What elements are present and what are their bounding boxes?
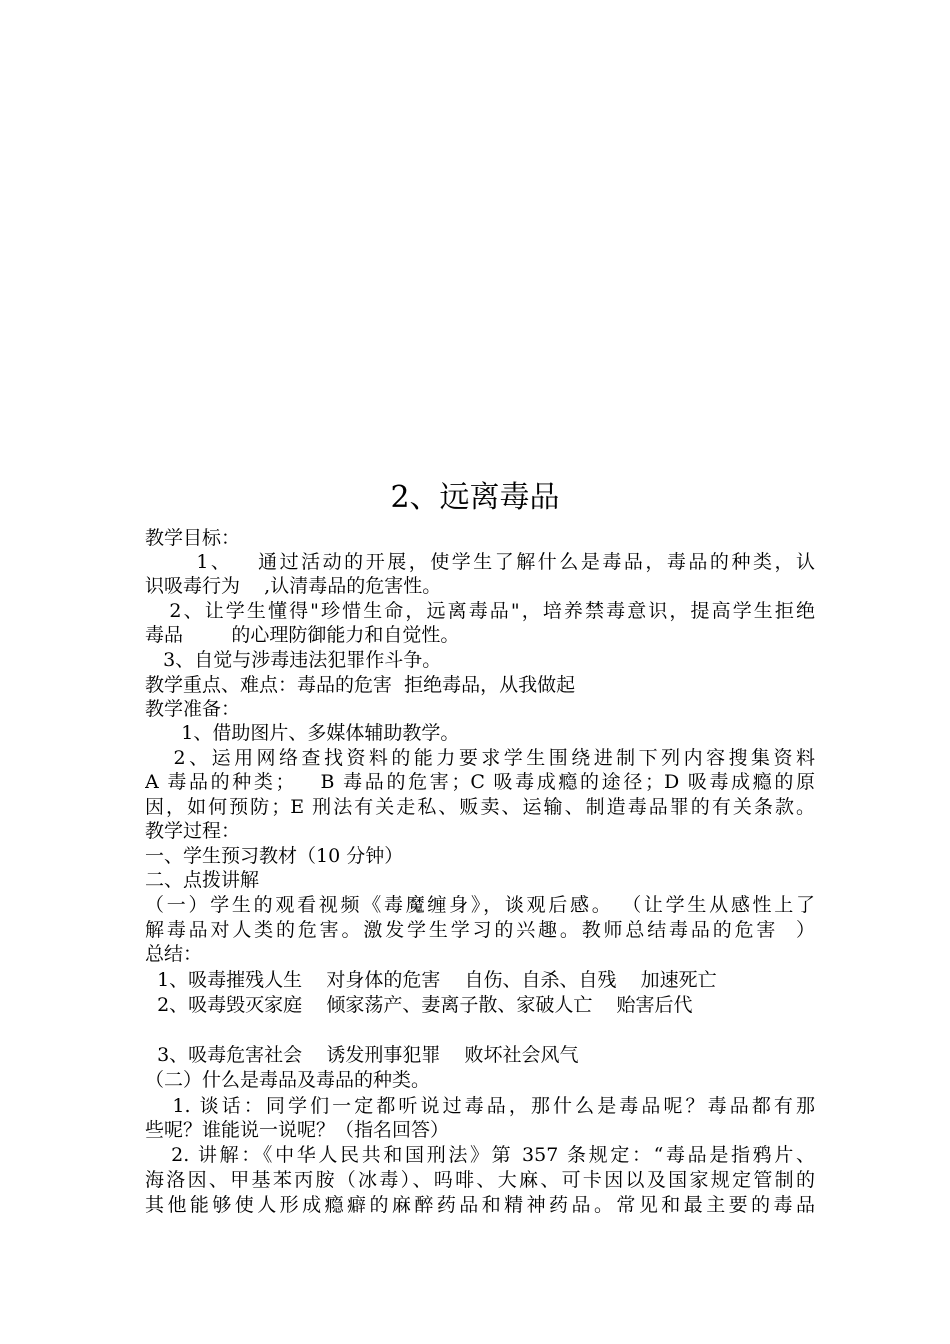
text-line: 毒品 的心理防御能力和自觉性。 (145, 624, 460, 646)
document-title: 2、远离毒品 (390, 480, 560, 515)
text-line: 解毒品对人类的危害。激发学生学习的兴趣。教师总结毒品的危害 ） (145, 919, 815, 941)
text-line: 3、自觉与涉毒违法犯罪作斗争。 (145, 649, 442, 671)
text-line: 教学重点、难点：毒品的危害 拒绝毒品，从我做起 (145, 674, 576, 696)
text-line: 2. 讲解：《中华人民共和国刑法》第 357 条规定：“毒品是指鸦片、 (145, 1144, 815, 1166)
text-line: 教学目标： (145, 527, 241, 549)
text-line: 1、 通过活动的开展，使学生了解什么是毒品，毒品的种类，认 (145, 551, 815, 573)
text-line: 2、运用网络查找资料的能力要求学生围绕进制下列内容搜集资料 (145, 747, 815, 769)
text-line: 海洛因、甲基苯丙胺（冰毒）、吗啡、大麻、可卡因以及国家规定管制的 (145, 1169, 815, 1191)
text-line: 1. 谈话：同学们一定都听说过毒品，那什么是毒品呢？毒品都有那 (145, 1095, 815, 1117)
text-line: 其他能够使人形成瘾癖的麻醉药品和精神药品。常见和最主要的毒品 (145, 1194, 815, 1216)
text-line: 些呢？谁能说一说呢？（指名回答） (145, 1119, 450, 1141)
text-line: 2、吸毒毁灭家庭 倾家荡产、妻离子散、家破人亡 贻害后代 (145, 994, 693, 1016)
text-line: 教学准备： (145, 698, 241, 720)
text-line: 因，如何预防；E 刑法有关走私、贩卖、运输、制造毒品罪的有关条款。 (145, 796, 815, 818)
text-line: 一、学生预习教材（10 分钟） (145, 845, 404, 867)
text-line: 1、吸毒摧残人生 对身体的危害 自伤、自杀、自残 加速死亡 (145, 969, 717, 991)
text-line: 二、点拨讲解 (145, 869, 260, 891)
text-line: 总结： (145, 943, 203, 965)
text-line: 2、让学生懂得"珍惜生命，远离毒品"，培养禁毒意识，提高学生拒绝 (145, 600, 815, 622)
text-line: 1、借助图片、多媒体辅助教学。 (145, 722, 460, 744)
text-line: 识吸毒行为 ,认清毒品的危害性。 (145, 575, 442, 597)
text-line: （一）学生的观看视频《毒魔缠身》，谈观后感。 （让学生从感性上了 (145, 894, 815, 916)
text-line: A 毒品的种类； B 毒品的危害；C 吸毒成瘾的途径；D 吸毒成瘾的原 (145, 771, 815, 793)
text-line: （二）什么是毒品及毒品的种类。 (145, 1069, 431, 1091)
text-line: 教学过程： (145, 820, 241, 842)
text-line: 3、吸毒危害社会 诱发刑事犯罪 败坏社会风气 (145, 1044, 579, 1066)
